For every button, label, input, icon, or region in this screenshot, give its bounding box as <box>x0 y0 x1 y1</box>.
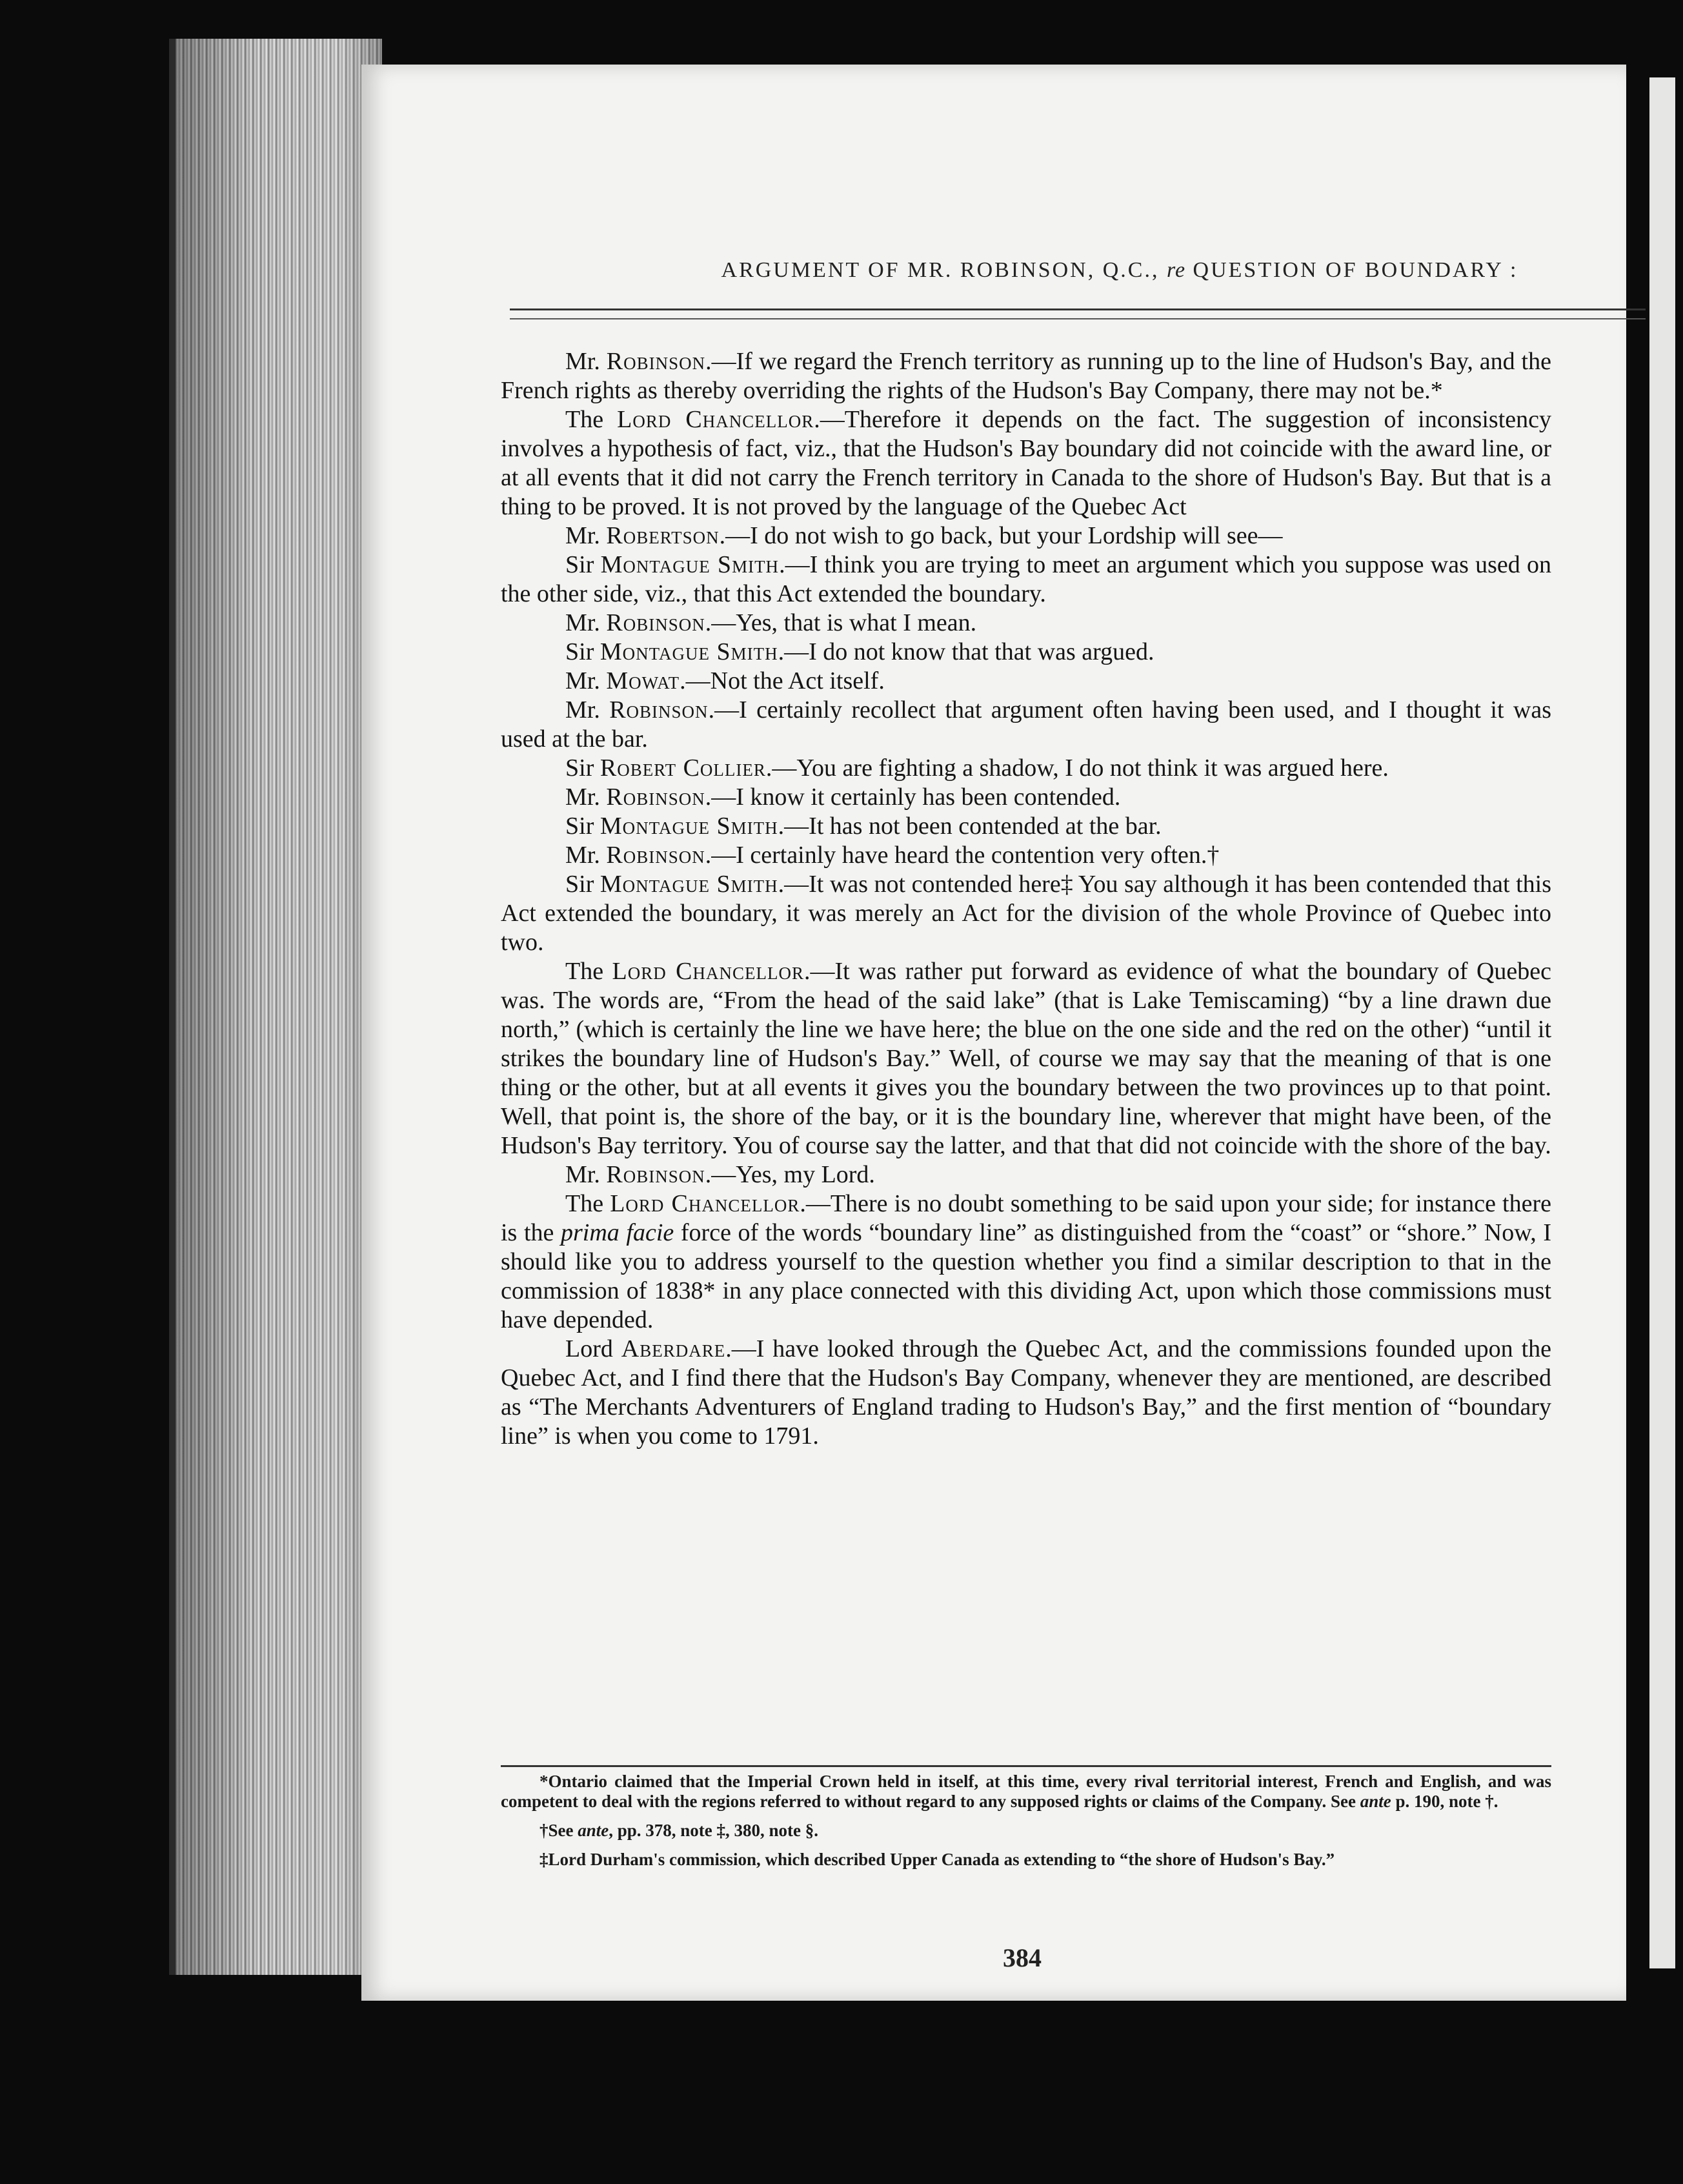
italic-text: prima facie <box>561 1219 674 1246</box>
running-head <box>620 258 1620 283</box>
text-run: .—Therefore it depends on the fact. The suggestion of inconsistency involves a hypothesis of fact, viz., that the Hudson's Bay boundary did not coincide with the award line, or at all events that it did not carry the French territory in Canada to the shore of Hudson's Bay. But that is a thing to be proved. It is not proved by the language of the Quebec Act <box>501 406 1552 520</box>
book-page-edges <box>169 39 382 1975</box>
speaker-name: Montague Smith <box>600 813 778 840</box>
italic-text: ante <box>1360 1792 1391 1811</box>
text-run: Mr. <box>565 784 607 811</box>
text-run: Mr. <box>565 348 607 375</box>
speaker-name: Montague Smith <box>600 551 780 578</box>
speaker-name: Robertson <box>606 522 720 549</box>
running-head-before: ARGUMENT OF MR. ROBINSON, Q.C., <box>721 258 1160 282</box>
text-run: ‡Lord Durham's commission, which described Upper Canada as extending to “the shore of Hudson's Bay.” <box>539 1850 1335 1869</box>
speaker-name: Montague Smith <box>600 871 778 898</box>
speaker-name: Robert Collier <box>600 754 766 782</box>
text-run: p. 190, note †. <box>1391 1792 1498 1811</box>
footnotes <box>501 1772 1551 1879</box>
paragraph <box>501 521 1551 551</box>
text-run: .—I certainly have heard the contention very often.† <box>705 842 1220 869</box>
paragraph <box>501 667 1551 696</box>
text-run: .—There is no doubt something to be said upon your side; for instance there is the <box>501 1190 1551 1246</box>
text-run: .—Not the Act itself. <box>680 667 885 694</box>
speaker-name: Robinson <box>606 842 705 869</box>
text-run: .—I certainly recollect that argument often having been used, and I thought it was used at the bar. <box>501 696 1551 753</box>
speaker-name: Robinson <box>606 348 706 375</box>
text-run: Mr. <box>565 696 610 723</box>
page-number: 384 <box>1003 1943 1042 1972</box>
text-run: .—It was not contended here‡ You say although it has been contended that this Act extended the boundary, it was merely an Act for the division of the whole Province of Quebec into two. <box>501 871 1551 956</box>
footnote <box>501 1850 1551 1870</box>
text-run: Sir <box>565 638 600 665</box>
text-run: The <box>565 958 612 985</box>
paragraph <box>501 783 1551 812</box>
text-run: .—I do not know that that was argued. <box>778 638 1154 665</box>
text-run: Mr. <box>565 522 607 549</box>
footnote <box>501 1821 1551 1841</box>
paragraph <box>501 609 1551 638</box>
speaker-name: Robinson <box>606 609 705 636</box>
paragraph <box>501 405 1551 521</box>
speaker-name: Robinson <box>606 1161 705 1188</box>
speaker-name: Robinson <box>609 696 709 723</box>
text-run: The <box>565 1190 610 1217</box>
text-run: Lord <box>565 1335 621 1362</box>
text-run: Mr. <box>565 1161 607 1188</box>
book-page <box>361 65 1626 2001</box>
paragraph <box>501 812 1551 841</box>
text-run: .—It has not been contended at the bar. <box>778 813 1162 840</box>
text-run: .—It was rather put forward as evidence of what the boundary of Quebec was. The words are, “From the head of the said lake” (that is Lake Temiscaming) “by a line drawn due north,” (which is certainly the line we have here; the blue on the one side and the red on the other) “until it strikes the boundary line of Hudson's Bay.” Well, of course we may say that the meaning of that is one thing or the other, but at all events it gives you the boundary between the two provinces up to that point. Well, that point is, the shore of the bay, or it is the boundary line, wherever that might have been, of the Hudson's Bay territory. You of course say the latter, and that that did not coincide with the shore of the bay. <box>501 958 1551 1159</box>
paragraph <box>501 1189 1551 1335</box>
text-run: force of the words “boundary line” as distinguished from the “coast” or “shore.” Now, I should like you to address yourself to the question whether you find a similar description to that in the commission of 1838* in any place connected with this dividing Act, upon which those commissions must have depended. <box>501 1219 1551 1333</box>
facing-page-strip <box>1649 77 1675 1968</box>
speaker-name: Lord Chancellor <box>617 406 814 433</box>
paragraph <box>501 347 1551 405</box>
text-run: Mr. <box>565 609 607 636</box>
text-run: Mr. <box>565 842 607 869</box>
text-run: .—Yes, that is what I mean. <box>705 609 977 636</box>
text-run: .—I have looked through the Quebec Act, and the commissions founded upon the Quebec Act, and I find there that the Hudson's Bay Company, whenever they are mentioned, are described as “The Merchants Adventurers of England trading to Hudson's Bay,” and the first mention of “boundary line” is when you come to 1791. <box>501 1335 1552 1450</box>
paragraph <box>501 1160 1551 1189</box>
paragraph <box>501 551 1551 609</box>
header-double-rule <box>510 308 1646 319</box>
paragraph <box>501 696 1551 754</box>
paragraph <box>501 1335 1551 1451</box>
text-run: , pp. 378, note ‡, 380, note §. <box>609 1821 819 1840</box>
paragraph <box>501 754 1551 783</box>
speaker-name: Aberdare <box>621 1335 726 1362</box>
italic-text: ante <box>578 1821 609 1840</box>
text-run: The <box>565 406 618 433</box>
paragraph <box>501 841 1551 870</box>
text-run: .—Yes, my Lord. <box>705 1161 875 1188</box>
text-run: .—I know it certainly has been contended. <box>705 784 1121 811</box>
speaker-name: Mowat <box>606 667 680 694</box>
text-run: †See <box>539 1821 578 1840</box>
body-text <box>501 347 1551 1451</box>
text-run: .—You are fighting a shadow, I do not think it was argued here. <box>765 754 1389 782</box>
edge-shadow <box>176 39 382 1975</box>
paragraph <box>501 957 1551 1160</box>
text-run: Mr. <box>565 667 607 694</box>
speaker-name: Lord Chancellor <box>610 1190 800 1217</box>
text-run: Sir <box>565 754 600 782</box>
text-run: Sir <box>565 551 601 578</box>
speaker-name: Robinson <box>606 784 705 811</box>
paragraph <box>501 870 1551 957</box>
paragraph <box>501 638 1551 667</box>
footnote-rule <box>501 1765 1551 1767</box>
text-run: *Ontario claimed that the Imperial Crown held in itself, at this time, every rival territorial interest, French and English, and was competent to deal with the regions referred to without regard to any supposed rights or claims of the Company. See <box>501 1772 1551 1811</box>
text-run: Sir <box>565 871 600 898</box>
speaker-name: Montague Smith <box>600 638 778 665</box>
text-run: Sir <box>565 813 600 840</box>
running-head-re: re <box>1166 258 1186 282</box>
text-run: .—If we regard the French territory as running up to the line of Hudson's Bay, and the French rights as thereby overriding the rights of the Hudson's Bay Company, there may not be.* <box>501 348 1551 404</box>
text-run: .—I think you are trying to meet an argument which you suppose was used on the other side, viz., that this Act extended the boundary. <box>501 551 1551 607</box>
running-head-after: QUESTION OF BOUNDARY : <box>1193 258 1518 282</box>
text-run: .—I do not wish to go back, but your Lordship will see— <box>719 522 1283 549</box>
speaker-name: Lord Chancellor <box>612 958 804 985</box>
footnote <box>501 1772 1551 1812</box>
